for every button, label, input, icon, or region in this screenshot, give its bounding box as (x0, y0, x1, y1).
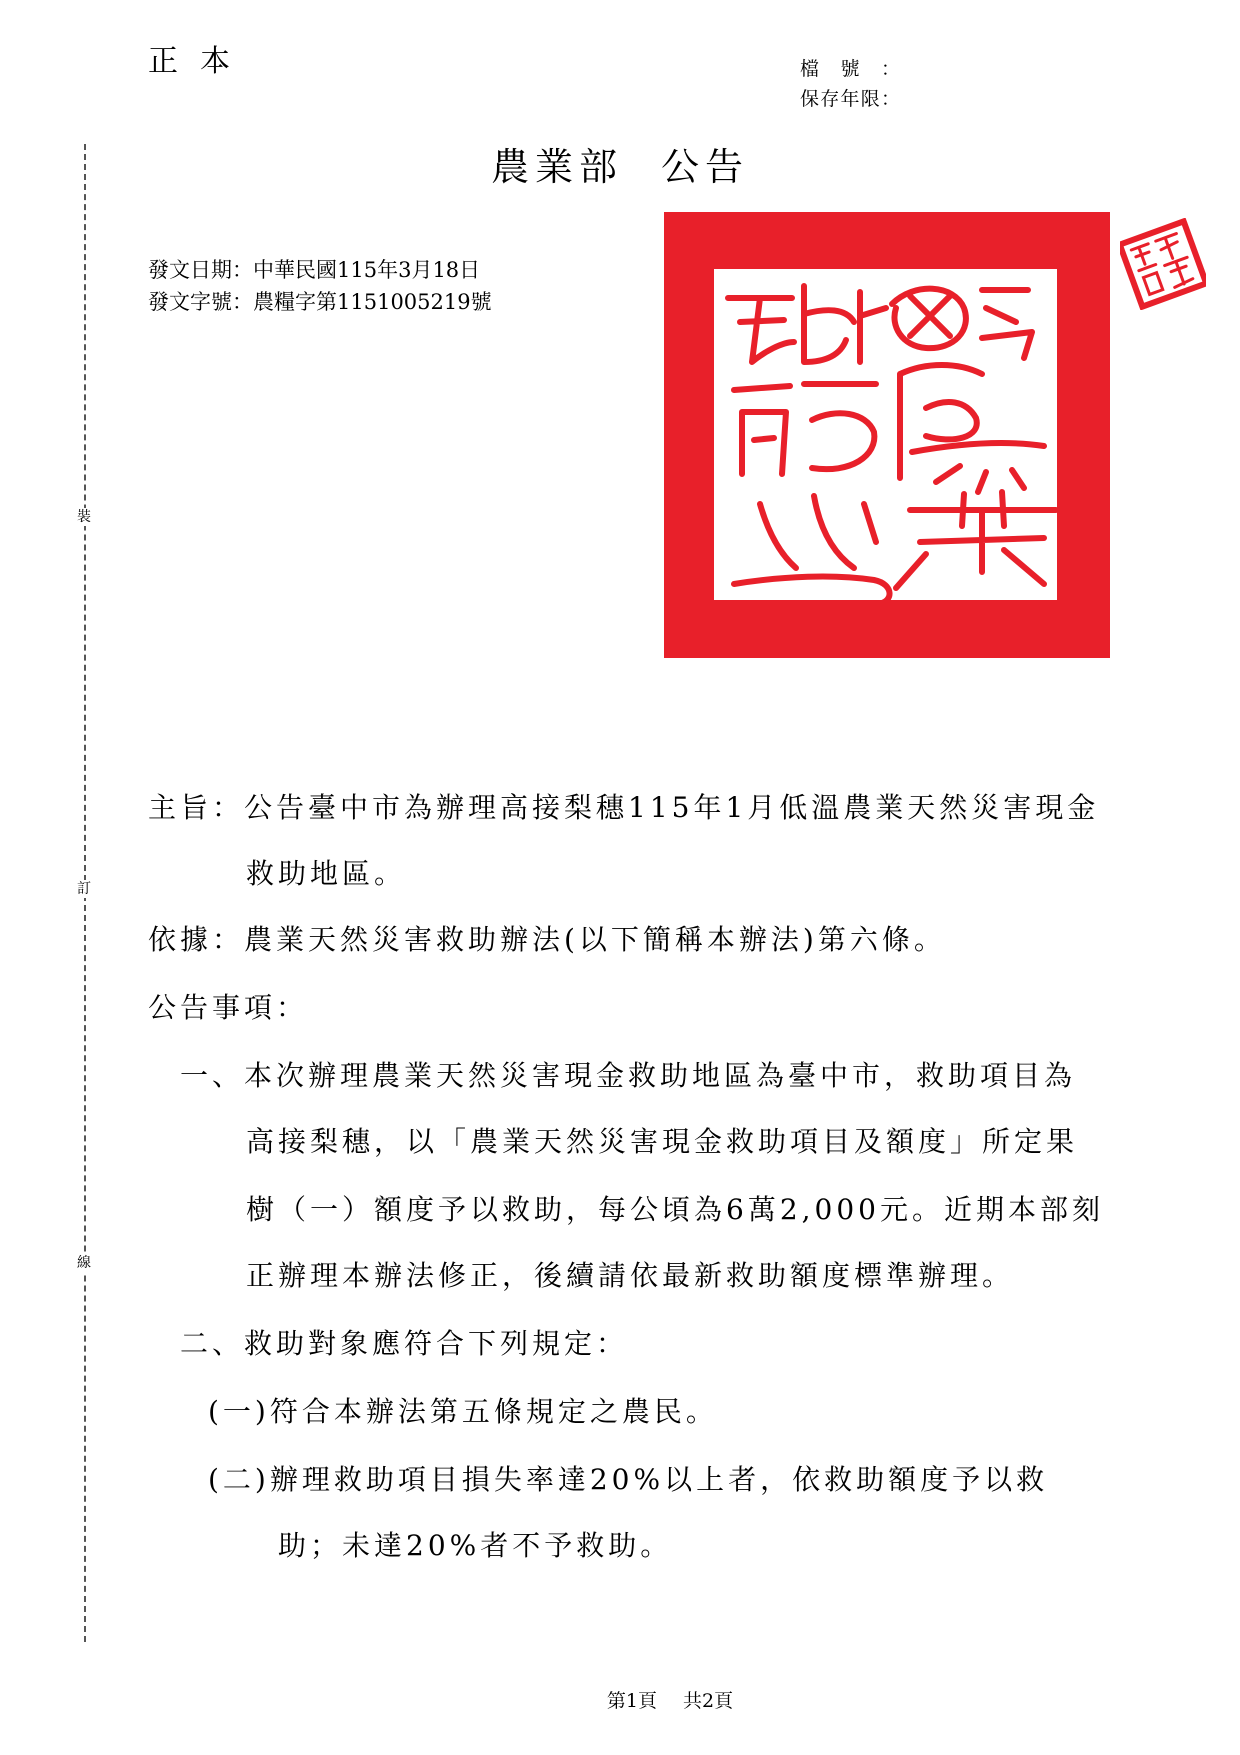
issue-info (148, 254, 492, 318)
issue-date: 發文日期：中華民國115年3月18日 (148, 258, 481, 282)
page-total: 共2頁 (683, 1690, 734, 1712)
issue-number: 發文字號：農糧字第1151005219號 (148, 290, 492, 314)
copy-label: 正本 (148, 44, 252, 79)
page-footer (400, 1686, 940, 1713)
announcement-items-heading: 公告事項： (148, 991, 309, 1024)
subject-line-2: 救助地區。 (246, 857, 407, 890)
basis-line: 依據：農業天然災害救助辦法(以下簡稱本辦法)第六條。 (148, 923, 946, 956)
document-title (300, 136, 940, 191)
item-2-sub-2-line-2: 助；未達20%者不予救助。 (278, 1529, 673, 1562)
verification-seal (1120, 218, 1206, 310)
binding-mark-ding: 訂 (73, 880, 95, 898)
item-2-sub-2-line-1: (二)辦理救助項目損失率達20%以上者，依救助額度予以救 (208, 1463, 1049, 1496)
file-meta (800, 54, 900, 114)
agency-name: 農業部 (490, 145, 623, 189)
item-1-line-4: 正辦理本辦法修正，後續請依最新救助額度標準辦理。 (246, 1259, 1015, 1292)
official-seal (664, 212, 1110, 658)
item-2-sub-1: (一)符合本辦法第五條規定之農民。 (208, 1395, 718, 1428)
item-1-line-3: 樹（一）額度予以救助，每公頃為6萬2,000元。近期本部刻 (246, 1193, 1104, 1226)
item-2-line-1: 二、救助對象應符合下列規定： (180, 1327, 629, 1360)
document-type: 公告 (661, 145, 750, 189)
page-current: 第1頁 (606, 1690, 657, 1712)
retention-period-label: 保存年限： (800, 88, 900, 110)
binding-mark-xian: 線 (73, 1254, 95, 1272)
file-number-label: 檔號： (800, 58, 900, 80)
item-1-line-2: 高接梨穗，以「農業天然災害現金救助項目及額度」所定果 (246, 1125, 1079, 1158)
subject-line-1: 主旨：公告臺中市為辦理高接梨穗115年1月低溫農業天然災害現金 (148, 791, 1100, 824)
binding-mark-zhuang: 裝 (73, 508, 95, 526)
item-1-line-1: 一、本次辦理農業天然災害現金救助地區為臺中市，救助項目為 (180, 1059, 1077, 1092)
